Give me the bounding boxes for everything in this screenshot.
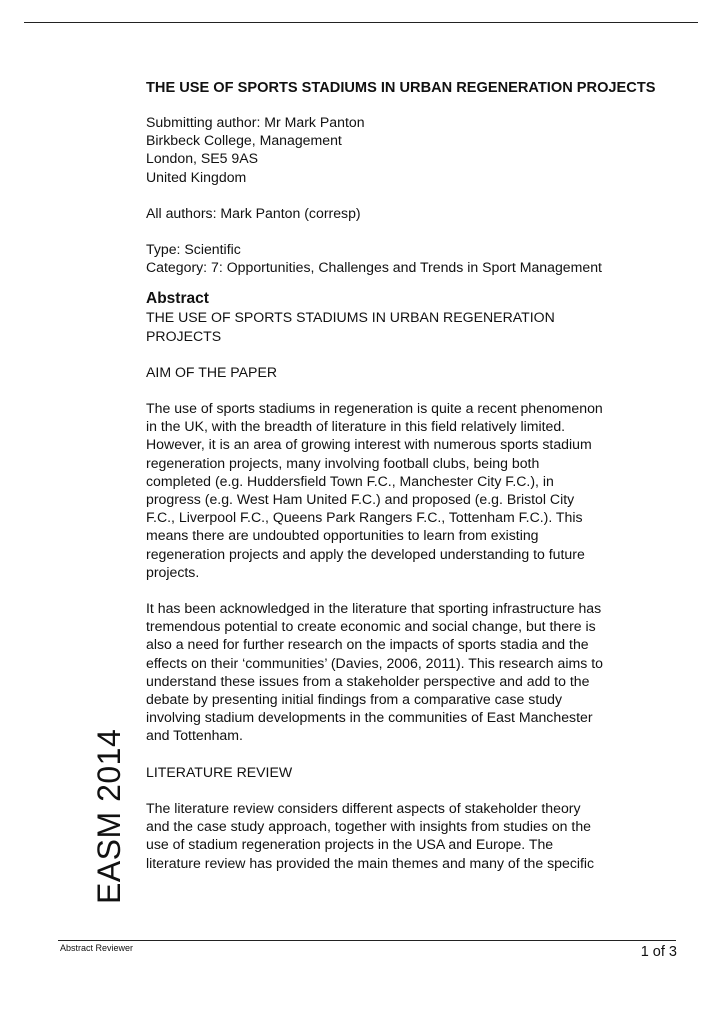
author-line: Submitting author: Mr Mark Panton xyxy=(146,114,365,130)
category-line: Category: 7: Opportunities, Challenges and Trends in Sport Management xyxy=(146,259,602,276)
paragraph-line: regeneration projects and apply the developed understanding to future xyxy=(146,545,585,562)
literature-heading: LITERATURE REVIEW xyxy=(146,763,293,780)
paragraph-line: use of stadium regeneration projects in the USA and Europe. The xyxy=(146,836,554,853)
all-authors xyxy=(146,204,676,222)
paragraph-line: and the case study approach, together with insights from studies on the xyxy=(146,818,591,835)
paragraph-aim xyxy=(146,399,676,581)
paragraph-line: debate by presenting initial findings from a comparative case study xyxy=(146,691,562,708)
type-block xyxy=(146,240,676,276)
page-number: 1 of 3 xyxy=(640,944,677,960)
paragraph-research xyxy=(146,599,676,745)
author-line: London, SE5 9AS xyxy=(146,150,259,167)
type-line: Type: Scientific xyxy=(146,241,241,258)
paragraph-line: also a need for further research on the impacts of sports stadia and the xyxy=(146,636,589,653)
footer-reviewer: Abstract Reviewer xyxy=(60,943,134,953)
paragraph-line: means there are undoubted opportunities to learn from existing xyxy=(146,527,539,544)
top-rule xyxy=(24,22,698,23)
paragraph-line: regeneration projects, many involving football clubs, being both xyxy=(146,454,540,471)
aim-heading: AIM OF THE PAPER xyxy=(146,363,278,380)
paragraph-line: understand these issues from a stakeholder perspective and add to the xyxy=(146,672,590,689)
document-title: THE USE OF SPORTS STADIUMS IN URBAN REGENERATION PROJECTS xyxy=(146,80,656,96)
paragraph-line: It has been acknowledged in the literature that sporting infrastructure has xyxy=(146,600,602,617)
document-body xyxy=(146,79,676,890)
paragraph-line: involving stadium developments in the communities of East Manchester xyxy=(146,709,593,726)
paragraph-line: and Tottenham. xyxy=(146,727,243,744)
paragraph-line: completed (e.g. Huddersfield Town F.C., Manchester City F.C.), in xyxy=(146,472,554,489)
abstract-heading: Abstract xyxy=(146,290,209,308)
abstract-title-line: PROJECTS xyxy=(146,327,222,344)
author-line: Birkbeck College, Management xyxy=(146,132,342,149)
paragraph-line: The use of sports stadiums in regeneration is quite a recent phenomenon xyxy=(146,400,603,417)
paragraph-line: in the UK, with the breadth of literature in this field relatively limited. xyxy=(146,418,566,435)
paragraph-line: tremendous potential to create economic and social change, but there is xyxy=(146,618,596,635)
author-line: United Kingdom xyxy=(146,168,247,185)
author-block xyxy=(146,113,676,186)
abstract-title xyxy=(146,308,676,344)
paragraph-line: progress (e.g. West Ham United F.C.) and proposed (e.g. Bristol City xyxy=(146,491,575,508)
paragraph-line: However, it is an area of growing interest with numerous sports stadium xyxy=(146,436,592,453)
paragraph-literature xyxy=(146,799,676,872)
paragraph-line: effects on their ‘communities’ (Davies, 2006, 2011). This research aims to xyxy=(146,654,603,671)
paragraph-line: The literature review considers different aspects of stakeholder theory xyxy=(146,799,581,816)
all-authors-text: All authors: Mark Panton (corresp) xyxy=(146,204,361,221)
paragraph-line: F.C., Liverpool F.C., Queens Park Rangers F.C., Tottenham F.C.). This xyxy=(146,509,583,526)
paragraph-line: projects. xyxy=(146,563,200,580)
abstract-title-line: THE USE OF SPORTS STADIUMS IN URBAN REGENERATION xyxy=(146,309,555,326)
footer-rule xyxy=(58,940,676,941)
paragraph-line: literature review has provided the main themes and many of the specific xyxy=(146,854,595,871)
side-label: EASM 2014 xyxy=(91,728,127,904)
